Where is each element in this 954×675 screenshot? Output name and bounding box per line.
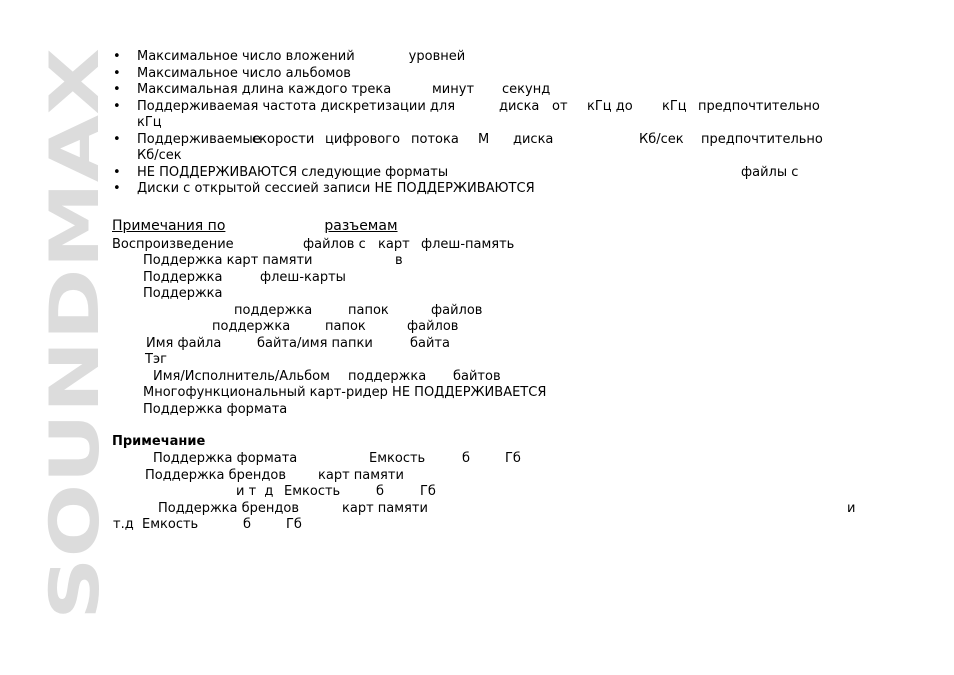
note-line-fragment [348, 369, 426, 385]
text-fragment: Максимальное число вложений [137, 49, 355, 64]
note-line [112, 237, 234, 253]
bullet-dot: • [113, 132, 121, 147]
text-fragment: Имя файла [146, 336, 222, 351]
bullet-item-fragment [513, 132, 553, 148]
bullet-item-fragment [252, 132, 314, 148]
bullet-item-fragment [478, 132, 489, 148]
text-fragment: папок [325, 319, 366, 334]
text-fragment: диска [513, 132, 554, 147]
note-line [143, 286, 223, 302]
note-heading [112, 434, 205, 450]
bullet-dot: • [113, 66, 121, 81]
note-line-fragment [142, 517, 198, 533]
note-line-fragment [378, 237, 410, 253]
bullet-item-fragment [411, 132, 459, 148]
text-fragment: Емкость [142, 517, 199, 532]
text-fragment: Поддерживаемая частота дискретизации для [137, 99, 456, 114]
text-fragment: флеш-память [421, 237, 515, 252]
text-fragment: и [847, 501, 856, 516]
text-fragment: секунд [502, 82, 551, 97]
text-fragment: поддержка [234, 303, 313, 318]
text-fragment: и т д [236, 484, 274, 499]
bullet-item-fragment [325, 132, 400, 148]
text-fragment: Тэг [145, 352, 167, 367]
brand-logo-text: SOUNDMAX [36, 171, 115, 620]
note-line-fragment [462, 451, 470, 467]
brand-logo [18, 48, 118, 620]
text-fragment: Поддержка карт памяти [143, 253, 313, 268]
note-line-fragment [348, 303, 389, 319]
text-fragment: файлов с [303, 237, 366, 252]
text-fragment: Примечания по [112, 218, 226, 234]
bullet-item-fragment [639, 132, 684, 148]
text-fragment: М [478, 132, 490, 147]
note-line-fragment [395, 253, 403, 269]
note-line-fragment [376, 484, 384, 500]
text-fragment: т.д [113, 517, 134, 532]
bullet-item [137, 165, 448, 181]
text-fragment: поддержка [348, 369, 427, 384]
text-fragment: минут [432, 82, 475, 97]
note-line-fragment [410, 336, 450, 352]
bullet-dot: • [113, 82, 121, 97]
bullet-item-fragment [502, 82, 550, 98]
note-line [143, 253, 313, 269]
note-line-fragment [407, 319, 458, 335]
text-fragment: б [376, 484, 385, 499]
note-line-fragment [847, 501, 855, 517]
note-line-fragment [421, 237, 514, 253]
text-fragment: диска [499, 99, 540, 114]
bullet-item-fragment [701, 132, 823, 148]
text-fragment: кГц [662, 99, 687, 114]
text-fragment: Поддержка [143, 270, 223, 285]
text-fragment: Поддерживаемые [137, 132, 261, 147]
text-fragment: карт памяти [318, 468, 404, 483]
note-line-fragment [369, 451, 425, 467]
note-line [153, 369, 330, 385]
text-fragment: НЕ ПОДДЕРЖИВАЮТСЯ следующие форматы [137, 165, 449, 180]
text-fragment: Максимальная длина каждого трека [137, 82, 392, 97]
bullet-dot: • [113, 49, 121, 64]
note-line-fragment [342, 501, 428, 517]
text-fragment: уровней [408, 49, 466, 64]
text-fragment: Емкость [369, 451, 426, 466]
text-fragment: кГц до [587, 99, 633, 114]
text-fragment: Поддержка брендов [145, 468, 286, 483]
text-fragment: цифрового [325, 132, 401, 147]
text-fragment: Примечание [112, 434, 206, 449]
note-line-fragment [325, 319, 366, 335]
bullet-item [137, 132, 261, 148]
text-fragment: предпочтительно [698, 99, 820, 114]
bullet-item-continuation [137, 148, 182, 164]
bullet-dot: • [113, 165, 121, 180]
text-fragment: байта/имя папки [257, 336, 373, 351]
note-line-fragment [431, 303, 482, 319]
note-line [153, 451, 297, 467]
text-fragment: Имя/Исполнитель/Альбом [153, 369, 330, 384]
text-fragment: предпочтительно [701, 132, 823, 147]
note-line [143, 402, 287, 418]
note-line-fragment [420, 484, 436, 500]
note-line [145, 352, 167, 368]
bullet-item [137, 82, 391, 98]
text-fragment: файлов [407, 319, 459, 334]
bullet-item-fragment [552, 99, 568, 115]
text-fragment: Кб/сек [137, 148, 182, 163]
bullet-dot: • [113, 99, 121, 114]
bullet-item-fragment [432, 82, 474, 98]
bullet-item-fragment [741, 165, 798, 181]
note-line-fragment [303, 237, 366, 253]
text-fragment: файлов [431, 303, 483, 318]
text-fragment: папок [348, 303, 389, 318]
note-line-fragment [260, 270, 346, 286]
note-line-fragment [257, 336, 373, 352]
bullet-item-fragment [499, 99, 539, 115]
text-fragment: файлы с [741, 165, 799, 180]
text-fragment: Кб/сек [639, 132, 684, 147]
bullet-item [137, 66, 351, 82]
note-line [143, 385, 546, 401]
bullet-dot: • [113, 181, 121, 196]
note-line-fragment [243, 517, 251, 533]
note-line-fragment [284, 484, 340, 500]
note-line-fragment [505, 451, 521, 467]
bullet-item [137, 99, 455, 115]
bullet-item-fragment [662, 99, 687, 115]
note-line-fragment [286, 517, 302, 533]
text-fragment: Воспроизведение [112, 237, 234, 252]
text-fragment: Гб [505, 451, 521, 466]
text-fragment: разъемам [324, 218, 398, 234]
note-line [236, 484, 273, 500]
note-line [145, 468, 286, 484]
text-fragment: Многофункциональный карт-ридер НЕ ПОДДЕРЖИВАЕТСЯ [143, 385, 547, 400]
text-fragment: от [552, 99, 568, 114]
note-line [143, 270, 223, 286]
text-fragment: Гб [286, 517, 302, 532]
bullet-item [137, 49, 465, 65]
text-fragment: Поддержка формата [153, 451, 298, 466]
text-fragment: Диски с открытой сессией записи НЕ ПОДДЕРЖИВАЮТСЯ [137, 181, 535, 196]
section-heading [112, 218, 398, 234]
text-fragment: б [243, 517, 252, 532]
bullet-item-fragment [587, 99, 633, 115]
note-line [234, 303, 312, 319]
text-fragment: Гб [420, 484, 436, 499]
text-fragment: Поддержка брендов [158, 501, 299, 516]
text-fragment: б [462, 451, 471, 466]
text-fragment: карт памяти [342, 501, 428, 516]
bullet-item [137, 181, 535, 197]
note-line-fragment [453, 369, 501, 385]
text-fragment: байта [410, 336, 450, 351]
bullet-item-fragment [698, 99, 820, 115]
note-line [113, 517, 134, 533]
text-fragment: Поддержка формата [143, 402, 288, 417]
note-line [212, 319, 290, 335]
text-fragment: поддержка [212, 319, 291, 334]
text-fragment: скорости [252, 132, 315, 147]
note-line [146, 336, 221, 352]
text-fragment: Поддержка [143, 286, 223, 301]
text-fragment: потока [411, 132, 459, 147]
text-fragment: карт [378, 237, 410, 252]
text-fragment: кГц [137, 115, 162, 130]
bullet-item-continuation [137, 115, 162, 131]
note-line [158, 501, 299, 517]
text-fragment: байтов [453, 369, 501, 384]
text-fragment: флеш-карты [260, 270, 346, 285]
text-fragment: Емкость [284, 484, 341, 499]
text-fragment: Максимальное число альбомов [137, 66, 351, 81]
note-line-fragment [318, 468, 404, 484]
text-fragment: в [395, 253, 403, 268]
